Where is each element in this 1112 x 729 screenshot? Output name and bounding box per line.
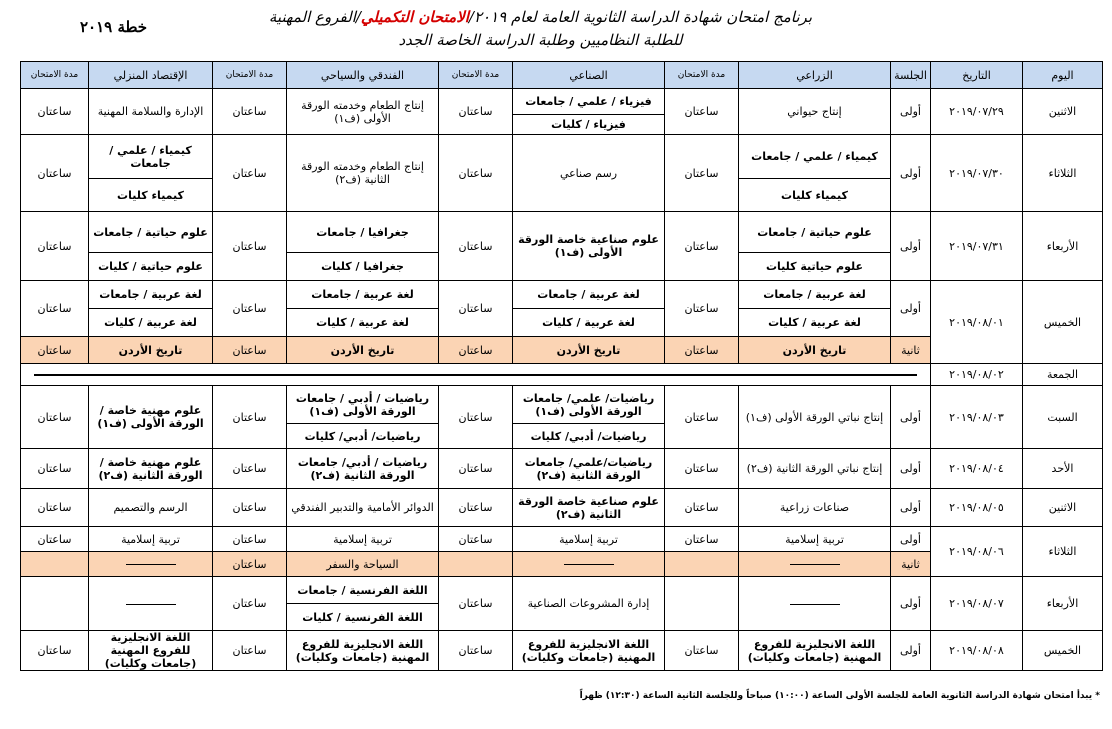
session-cell: أولى xyxy=(891,281,931,337)
page-subtitle: للطلبة النظاميين وطلبة الدراسة الخاصة الجدد xyxy=(398,31,683,49)
day-cell: الأحد xyxy=(1023,449,1103,489)
industrial-cell: اللغة الانجليزية للفروع المهنية (جامعات وكليات) xyxy=(513,631,665,671)
duration-cell: ساعتان xyxy=(213,386,287,449)
session-cell: أولى xyxy=(891,527,931,552)
no-exam-cell xyxy=(21,364,931,386)
duration-cell: ساعتان xyxy=(665,386,739,449)
agri-cell xyxy=(739,552,891,577)
duration-cell: ساعتان xyxy=(21,527,89,552)
duration-cell: ساعتان xyxy=(213,337,287,364)
session-cell: أولى xyxy=(891,212,931,281)
duration-cell: ساعتان xyxy=(213,577,287,631)
agri-cell: علوم حياتية كليات xyxy=(739,253,891,281)
hotel-cell: تاريخ الأردن xyxy=(287,337,439,364)
industrial-cell: رياضيات/ أدبي/ كليات xyxy=(513,424,665,449)
page-title xyxy=(269,6,812,29)
col-date: التاريخ xyxy=(931,62,1023,89)
hotel-cell: جغرافيا / جامعات xyxy=(287,212,439,253)
duration-cell: ساعتان xyxy=(213,135,287,212)
industrial-cell: رياضيات/ علمي/ جامعات الورقة الأولى (ف١) xyxy=(513,386,665,424)
agri-cell: لغة عربية / جامعات xyxy=(739,281,891,309)
title-highlight: الامتحان التكميلي xyxy=(360,8,469,26)
duration-cell: ساعتان xyxy=(213,631,287,671)
col-duration: مدة الامتحان xyxy=(21,62,89,89)
day-cell: الجمعة xyxy=(1023,364,1103,386)
agri-cell: اللغة الانجليزية للفروع المهنية (جامعات وكليات) xyxy=(739,631,891,671)
duration-cell: ساعتان xyxy=(21,281,89,337)
duration-cell: ساعتان xyxy=(21,449,89,489)
duration-cell: ساعتان xyxy=(439,577,513,631)
duration-cell xyxy=(665,577,739,631)
hotel-cell: رياضيات / أدبي/ جامعات الورقة الثانية (ف٢) xyxy=(287,449,439,489)
industrial-cell: رياضيات/علمي/ جامعات الورقة الثانية (ف٢) xyxy=(513,449,665,489)
duration-cell: ساعتان xyxy=(439,337,513,364)
no-exam-line xyxy=(34,374,917,376)
duration-cell: ساعتان xyxy=(439,386,513,449)
agri-cell: إنتاج نباتي الورقة الثانية (ف٢) xyxy=(739,449,891,489)
session-cell: أولى xyxy=(891,135,931,212)
home-cell: تربية إسلامية xyxy=(89,527,213,552)
day-cell: الأربعاء xyxy=(1023,212,1103,281)
day-cell: الثلاثاء xyxy=(1023,135,1103,212)
home-cell: علوم حياتية / جامعات xyxy=(89,212,213,253)
duration-cell: ساعتان xyxy=(439,631,513,671)
session-cell: أولى xyxy=(891,489,931,527)
date-cell: ٢٠١٩/٠٨/٠٤ xyxy=(931,449,1023,489)
agri-cell: صناعات زراعية xyxy=(739,489,891,527)
industrial-cell: علوم صناعية خاصة الورقة الثانية (ف٢) xyxy=(513,489,665,527)
date-cell: ٢٠١٩/٠٨/٠٣ xyxy=(931,386,1023,449)
hotel-cell: لغة عربية / جامعات xyxy=(287,281,439,309)
day-cell: الأربعاء xyxy=(1023,577,1103,631)
date-cell: ٢٠١٩/٠٧/٢٩ xyxy=(931,89,1023,135)
table-row xyxy=(21,527,1103,552)
date-cell: ٢٠١٩/٠٨/٠٥ xyxy=(931,489,1023,527)
duration-cell: ساعتان xyxy=(21,337,89,364)
duration-cell: ساعتان xyxy=(665,449,739,489)
duration-cell: ساعتان xyxy=(21,89,89,135)
industrial-cell: فيزياء / كليات xyxy=(513,115,665,135)
no-exam-dash xyxy=(126,564,176,565)
duration-cell: ساعتان xyxy=(21,489,89,527)
home-cell xyxy=(89,552,213,577)
industrial-cell: علوم صناعية خاصة الورقة الأولى (ف١) xyxy=(513,212,665,281)
session-cell: أولى xyxy=(891,89,931,135)
duration-cell: ساعتان xyxy=(665,212,739,281)
day-cell: الخميس xyxy=(1023,631,1103,671)
agri-cell: إنتاج نباتي الورقة الأولى (ف١) xyxy=(739,386,891,449)
no-exam-dash xyxy=(790,604,840,605)
duration-cell: ساعتان xyxy=(439,135,513,212)
table-row xyxy=(21,577,1103,604)
industrial-cell: رسم صناعي xyxy=(513,135,665,212)
hotel-cell: إنتاج الطعام وخدمته الورقة الأولى (ف١) xyxy=(287,89,439,135)
duration-cell: ساعتان xyxy=(665,337,739,364)
agri-cell: تربية إسلامية xyxy=(739,527,891,552)
col-industrial: الصناعي xyxy=(513,62,665,89)
date-cell: ٢٠١٩/٠٨/٠٢ xyxy=(931,364,1023,386)
duration-cell xyxy=(21,577,89,631)
title-part1: برنامج امتحان شهادة الدراسة الثانوية العامة لعام ٢٠١٩/ xyxy=(468,8,812,26)
session-cell: ثانية xyxy=(891,552,931,577)
agri-cell: تاريخ الأردن xyxy=(739,337,891,364)
no-exam-dash xyxy=(790,564,840,565)
date-cell: ٢٠١٩/٠٨/٠٨ xyxy=(931,631,1023,671)
hotel-cell: اللغة الفرنسية / كليات xyxy=(287,604,439,631)
date-cell: ٢٠١٩/٠٨/٠٧ xyxy=(931,577,1023,631)
date-cell: ٢٠١٩/٠٧/٣٠ xyxy=(931,135,1023,212)
title-part2: /الفروع المهنية xyxy=(268,8,361,26)
col-home: الإقتصاد المنزلي xyxy=(89,62,213,89)
col-session: الجلسة xyxy=(891,62,931,89)
date-cell: ٢٠١٩/٠٧/٣١ xyxy=(931,212,1023,281)
home-cell: علوم مهنية خاصة / الورقة الثانية (ف٢) xyxy=(89,449,213,489)
agri-cell: لغة عربية / كليات xyxy=(739,309,891,337)
agri-cell: إنتاج حيواني xyxy=(739,89,891,135)
agri-cell: علوم حياتية / جامعات xyxy=(739,212,891,253)
day-cell: الخميس xyxy=(1023,281,1103,364)
duration-cell: ساعتان xyxy=(665,281,739,337)
home-cell: الرسم والتصميم xyxy=(89,489,213,527)
table-row xyxy=(21,212,1103,253)
duration-cell: ساعتان xyxy=(439,89,513,135)
page-header xyxy=(20,6,1102,58)
industrial-cell: لغة عربية / كليات xyxy=(513,309,665,337)
industrial-cell: فيزياء / علمي / جامعات xyxy=(513,89,665,115)
day-cell: الاثنين xyxy=(1023,489,1103,527)
industrial-cell: تربية إسلامية xyxy=(513,527,665,552)
home-cell: علوم مهنية خاصة / الورقة الأولى (ف١) xyxy=(89,386,213,449)
duration-cell: ساعتان xyxy=(213,212,287,281)
duration-cell: ساعتان xyxy=(213,527,287,552)
plan-label: خطة ٢٠١٩ xyxy=(80,18,148,36)
hotel-cell: جغرافيا / كليات xyxy=(287,253,439,281)
header-row xyxy=(21,62,1103,89)
duration-cell: ساعتان xyxy=(21,135,89,212)
home-cell: تاريخ الأردن xyxy=(89,337,213,364)
hotel-cell: لغة عربية / كليات xyxy=(287,309,439,337)
duration-cell: ساعتان xyxy=(213,489,287,527)
duration-cell: ساعتان xyxy=(665,631,739,671)
home-cell: اللغة الانجليزية للفروع المهنية (جامعات وكليات) xyxy=(89,631,213,671)
table-row xyxy=(21,631,1103,671)
day-cell: الثلاثاء xyxy=(1023,527,1103,577)
col-duration: مدة الامتحان xyxy=(665,62,739,89)
duration-cell: ساعتان xyxy=(665,527,739,552)
duration-cell: ساعتان xyxy=(665,135,739,212)
duration-cell xyxy=(665,552,739,577)
hotel-cell: الدوائر الأمامية والتدبير الفندقي xyxy=(287,489,439,527)
col-hotel: الفندقي والسياحي xyxy=(287,62,439,89)
table-row xyxy=(21,489,1103,527)
duration-cell: ساعتان xyxy=(213,552,287,577)
agri-cell xyxy=(739,577,891,631)
col-agri: الزراعي xyxy=(739,62,891,89)
date-cell: ٢٠١٩/٠٨/٠١ xyxy=(931,281,1023,364)
agri-cell: كيمياء / علمي / جامعات xyxy=(739,135,891,179)
duration-cell: ساعتان xyxy=(439,212,513,281)
table-row xyxy=(21,281,1103,309)
title-block xyxy=(269,6,812,52)
no-exam-dash xyxy=(126,604,176,605)
session-cell: أولى xyxy=(891,631,931,671)
duration-cell: ساعتان xyxy=(665,89,739,135)
hotel-cell: اللغة الانجليزية للفروع المهنية (جامعات وكليات) xyxy=(287,631,439,671)
footnote: * يبدأ امتحان شهادة الدراسة الثانوية العامة للجلسة الأولى الساعة (١٠:٠٠) صباحاً وللجلسة الثانية الساعة (١٢:٣٠) ظهراً xyxy=(579,691,1100,701)
duration-cell xyxy=(439,552,513,577)
exam-schedule-table xyxy=(20,61,1103,671)
duration-cell: ساعتان xyxy=(213,449,287,489)
table-row xyxy=(21,386,1103,424)
table-row xyxy=(21,364,1103,386)
home-cell: الإدارة والسلامة المهنية xyxy=(89,89,213,135)
hotel-cell: رياضيات/ أدبي/ كليات xyxy=(287,424,439,449)
duration-cell: ساعتان xyxy=(213,281,287,337)
duration-cell: ساعتان xyxy=(439,489,513,527)
industrial-cell: تاريخ الأردن xyxy=(513,337,665,364)
day-cell: السبت xyxy=(1023,386,1103,449)
duration-cell: ساعتان xyxy=(439,527,513,552)
duration-cell: ساعتان xyxy=(439,449,513,489)
col-duration: مدة الامتحان xyxy=(439,62,513,89)
session-cell: ثانية xyxy=(891,337,931,364)
home-cell: كيمياء / علمي / جامعات xyxy=(89,135,213,179)
hotel-cell: إنتاج الطعام وخدمته الورقة الثانية (ف٢) xyxy=(287,135,439,212)
duration-cell xyxy=(21,552,89,577)
duration-cell: ساعتان xyxy=(21,212,89,281)
hotel-cell: تربية إسلامية xyxy=(287,527,439,552)
home-cell xyxy=(89,577,213,631)
table-row xyxy=(21,449,1103,489)
session-cell: أولى xyxy=(891,449,931,489)
industrial-cell xyxy=(513,552,665,577)
day-cell: الاثنين xyxy=(1023,89,1103,135)
duration-cell: ساعتان xyxy=(665,489,739,527)
home-cell: علوم حياتية / كليات xyxy=(89,253,213,281)
industrial-cell: إدارة المشروعات الصناعية xyxy=(513,577,665,631)
col-day: اليوم xyxy=(1023,62,1103,89)
industrial-cell: لغة عربية / جامعات xyxy=(513,281,665,309)
table-row xyxy=(21,135,1103,179)
col-duration: مدة الامتحان xyxy=(213,62,287,89)
hotel-cell: اللغة الفرنسية / جامعات xyxy=(287,577,439,604)
home-cell: لغة عربية / جامعات xyxy=(89,281,213,309)
duration-cell: ساعتان xyxy=(21,631,89,671)
home-cell: كيمياء كليات xyxy=(89,179,213,212)
session-cell: أولى xyxy=(891,577,931,631)
home-cell: لغة عربية / كليات xyxy=(89,309,213,337)
session-cell: أولى xyxy=(891,386,931,449)
duration-cell: ساعتان xyxy=(439,281,513,337)
agri-cell: كيمياء كليات xyxy=(739,179,891,212)
duration-cell: ساعتان xyxy=(213,89,287,135)
duration-cell: ساعتان xyxy=(21,386,89,449)
table-row xyxy=(21,89,1103,115)
no-exam-dash xyxy=(564,564,614,565)
hotel-cell: رياضيات / أدبي / جامعات الورقة الأولى (ف١) xyxy=(287,386,439,424)
date-cell: ٢٠١٩/٠٨/٠٦ xyxy=(931,527,1023,577)
hotel-cell: السياحة والسفر xyxy=(287,552,439,577)
